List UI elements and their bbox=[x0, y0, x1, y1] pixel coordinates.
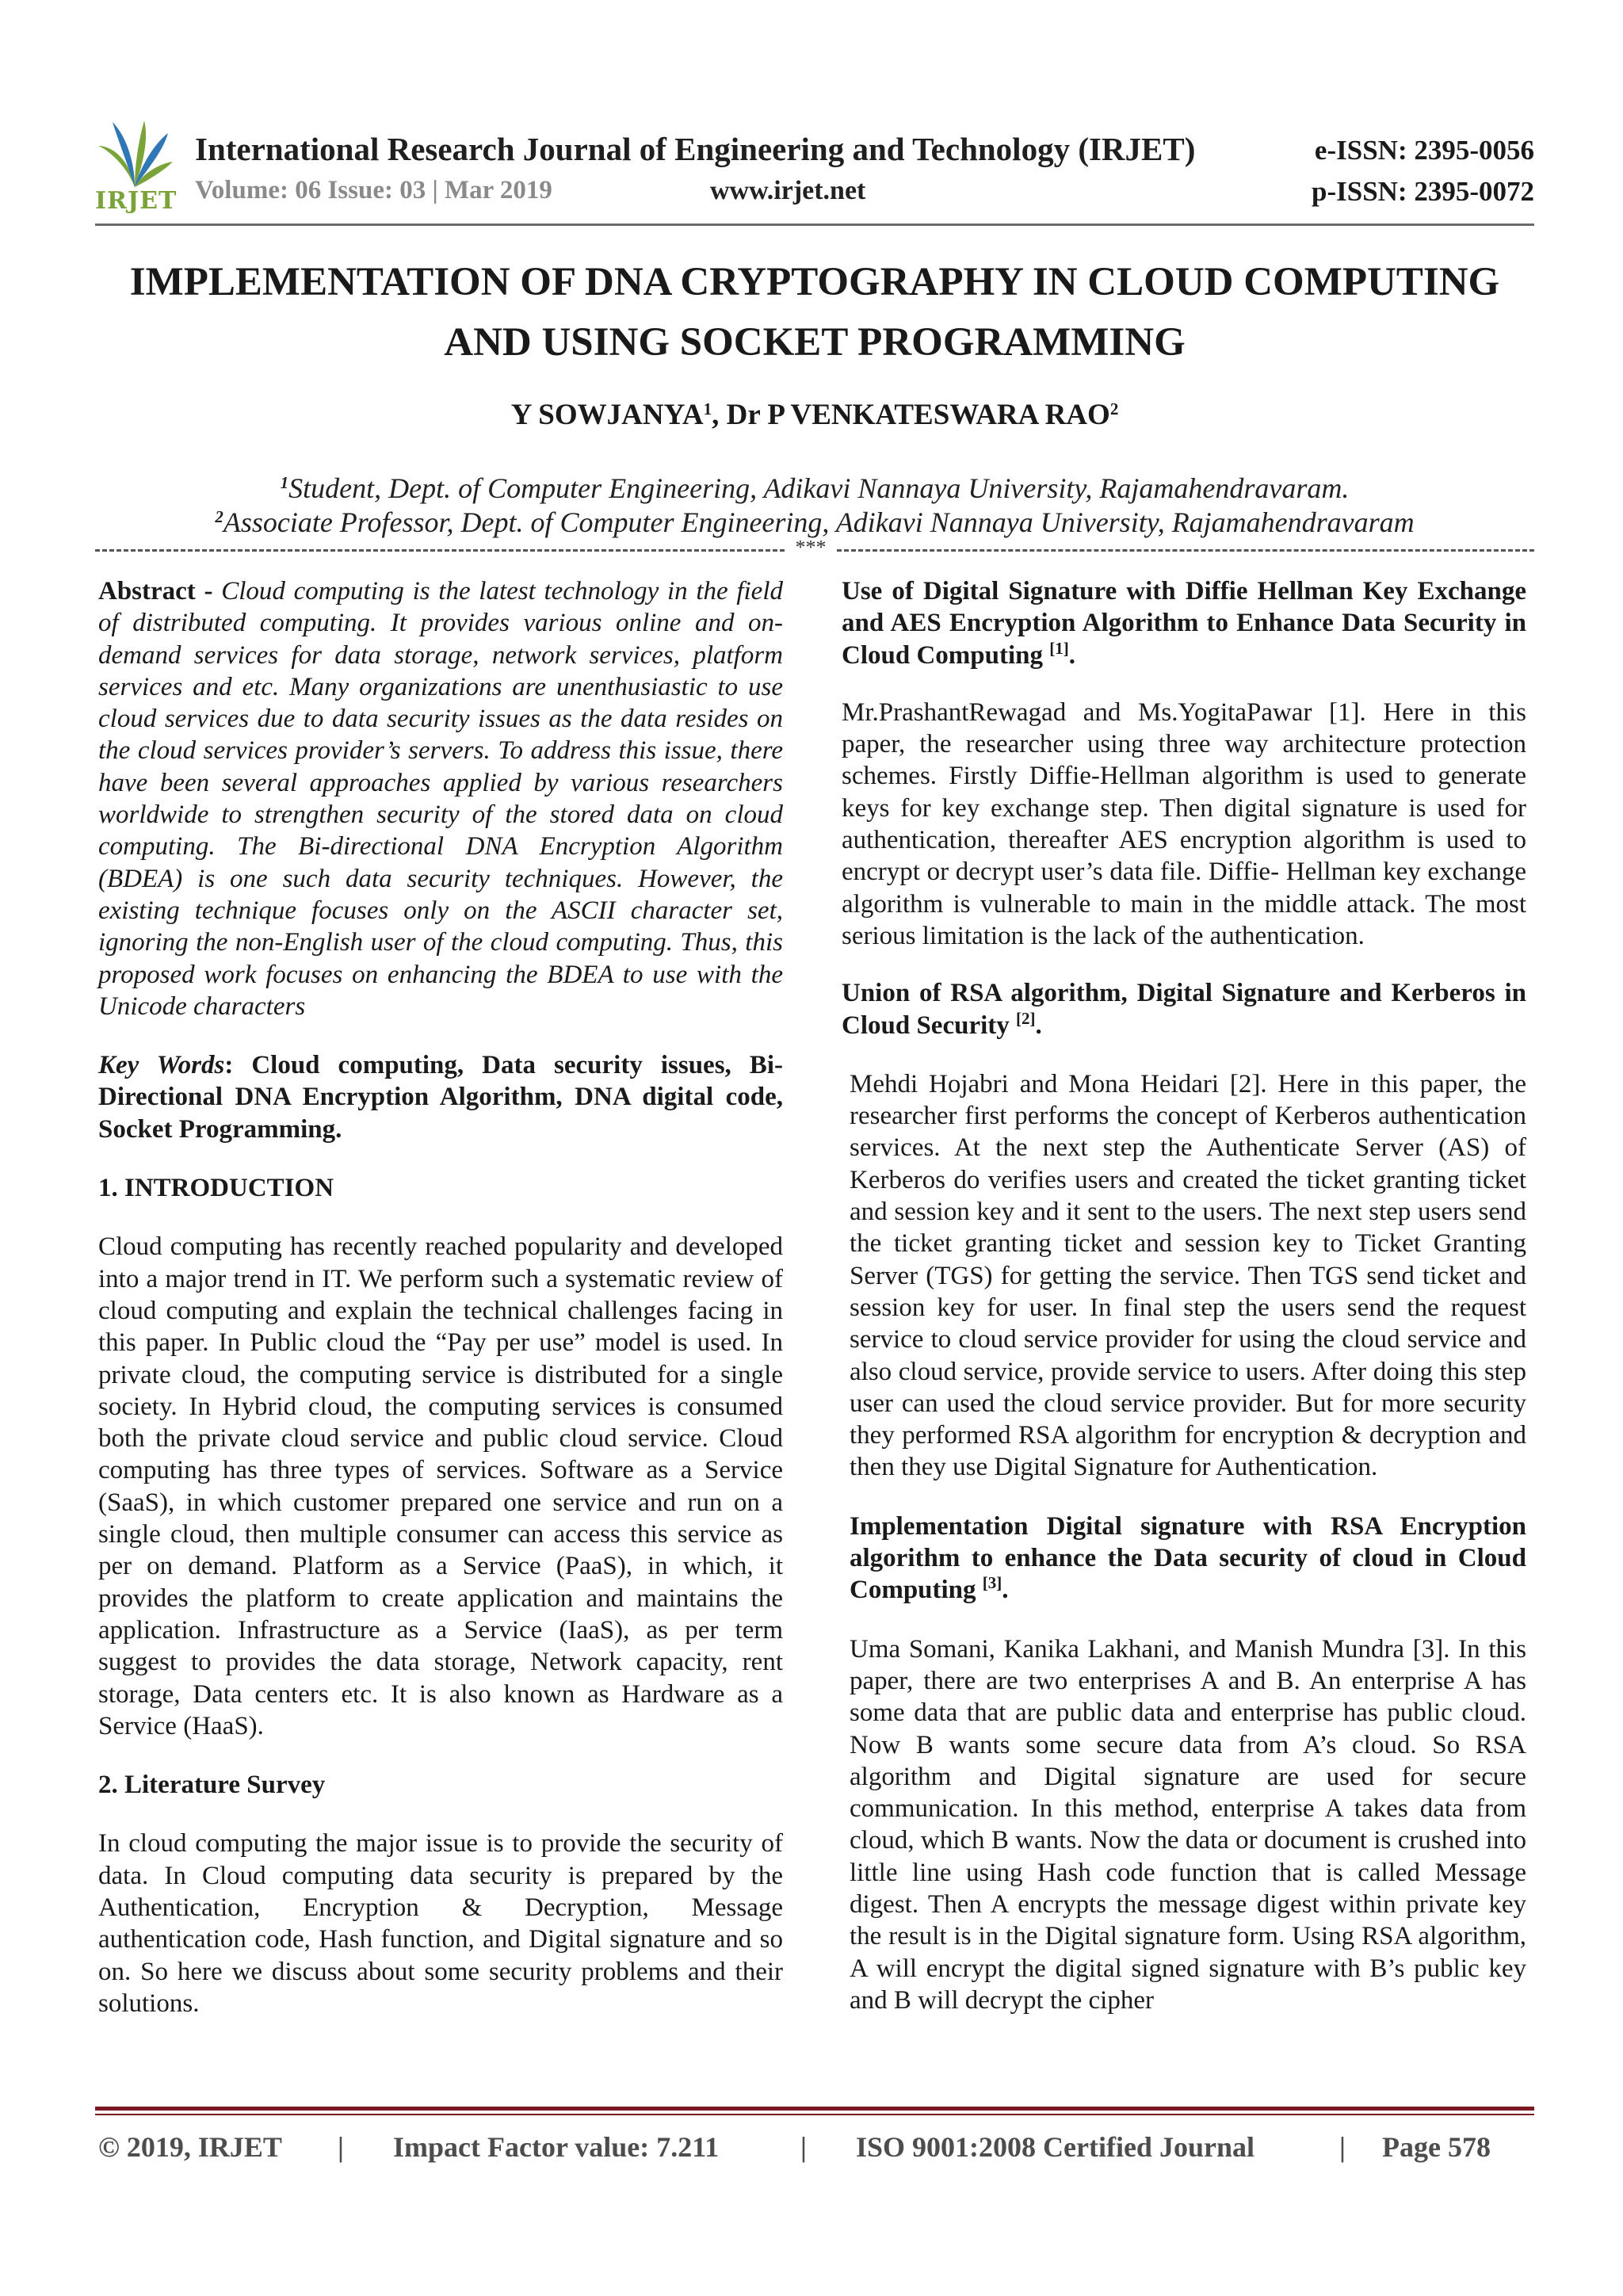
separator-dashes-right bbox=[837, 549, 1534, 552]
subsection-heading-1-end: . bbox=[1068, 640, 1075, 670]
author-list bbox=[95, 398, 1534, 432]
keywords-text: Cloud computing, Data security issues, Bi-Directional DNA Encryption Algorithm, DNA digital code, Socket Programming. bbox=[98, 1051, 783, 1144]
left-column bbox=[98, 575, 783, 2019]
abstract-label: Abstract - bbox=[98, 577, 222, 606]
irjet-logo bbox=[95, 119, 178, 215]
affiliation-2-text: Associate Professor, Dept. of Computer Engineering, Adikavi Nannaya University, Rajamahendravaram bbox=[223, 506, 1415, 538]
title-line-1: IMPLEMENTATION OF DNA CRYPTOGRAPHY IN CLOUD COMPUTING bbox=[129, 260, 1500, 304]
footer-rule-thick bbox=[95, 2107, 1534, 2111]
footer-divider-1: | bbox=[338, 2131, 344, 2163]
survey-heading: 2. Literature Survey bbox=[98, 1771, 326, 1800]
affiliation-1 bbox=[95, 472, 1534, 505]
section-separator bbox=[95, 541, 1534, 560]
abstract-text: Cloud computing is the latest technology in the field of distributed computing. It provides various online and on-demand services for data storage, network services, platform services and etc. Many organizations are unenthusiastic to use cloud services due to data security issues as the data resides on the cloud services provider’s servers. To address this issue, there have been several approaches applied by various researchers worldwide to strengthen security of the stored data on cloud computing. The Bi-directional DNA Encryption Algorithm (BDEA) is one such data security techniques. However, the existing technique focuses only on the ASCII character set, ignoring the non-English user of the cloud computing. Thus, this proposed work focuses on enhancing the BDEA to use with the Unicode characters bbox=[98, 577, 783, 1021]
subsection-heading-1 bbox=[842, 575, 1526, 671]
footer-divider-2: | bbox=[800, 2131, 807, 2163]
citation-3: [3] bbox=[982, 1573, 1002, 1593]
subsection-heading-3-end: . bbox=[1002, 1576, 1009, 1605]
intro-heading: 1. INTRODUCTION bbox=[98, 1174, 334, 1203]
subsection-paragraph-1: Mr.PrashantRewagad and Ms.YogitaPawar [1]. Here in this paper, the researcher using three way architecture protection schemes. Firstly Diffie-Hellman algorithm is used to generate keys for key exchange step. Then digital signature is used for authentication, thereafter AES encryption algorithm is used to encrypt or decrypt user’s data file. Diffie- Hellman key exchange algorithm is vulnerable to main in the middle attack. The most serious limitation is the lack of the authentication. bbox=[842, 697, 1526, 950]
affiliation-2 bbox=[95, 506, 1534, 539]
author-2-affil-mark: 2 bbox=[1109, 399, 1119, 418]
subsection-paragraph-3: Uma Somani, Kanika Lakhani, and Manish Mundra [3]. In this paper, there are two enterprises A and B. An enterprise A has some data that are public data and enterprise has public cloud. Now B wants some secure data from A’s cloud. So RSA algorithm and Digital signature are used for secure communication. In this method, enterprise A takes data from cloud, which B wants. Now the data or document is crushed into little line using Hash code function that is called Message digest. Then A encrypts the message digest within private key the result is in the Digital signature form. Using RSA algorithm, A will encrypt the digital signed signature with B’s public key and B will decrypt the cipher bbox=[850, 1634, 1526, 2015]
subsection-heading-1-text: Use of Digital Signature with Diffie Hellman Key Exchange and AES Encryption Algorithm to Enhance Data Security in Cloud Computing bbox=[842, 577, 1526, 670]
affiliation-1-text: Student, Dept. of Computer Engineering, Adikavi Nannaya University, Rajamahendravaram. bbox=[288, 472, 1350, 504]
irjet-leaf-icon bbox=[95, 119, 174, 190]
footer-page-number: Page 578 bbox=[1382, 2131, 1491, 2163]
footer-iso: ISO 9001:2008 Certified Journal bbox=[856, 2131, 1254, 2163]
journal-website-link[interactable]: www.irjet.net bbox=[710, 176, 866, 205]
abstract bbox=[98, 575, 783, 1022]
keywords-colon: : bbox=[224, 1051, 252, 1080]
title-line-2: AND USING SOCKET PROGRAMMING bbox=[444, 320, 1186, 365]
eissn: e-ISSN: 2395-0056 bbox=[1314, 135, 1534, 166]
subsection-heading-3 bbox=[842, 1511, 1526, 1606]
intro-paragraph: Cloud computing has recently reached popularity and developed into a major trend in IT. We perform such a systematic review of cloud computing and explain the technical challenges facing in this paper. In Public cloud the “Pay per use” model is used. In private cloud, the computing service is distributed for a single society. In Hybrid cloud, the computing services is consumed both the private cloud service and public cloud service. Cloud computing has three types of services. Software as a Service (SaaS), in which customer prepared one service and run on a single cloud, then multiple consumer can access this service as per on demand. Platform as a Service (PaaS), in which, it provides the platform to create application and maintains the application. Infrastructure as a Service (IaaS), as per term suggest to provides the data storage, Network capacity, rent storage, Data centers etc. It is also known as Hardware as a Service (HaaS). bbox=[98, 1232, 783, 1740]
citation-1: [1] bbox=[1049, 638, 1069, 658]
paper-title bbox=[95, 252, 1534, 372]
author-1-affil-mark: 1 bbox=[703, 399, 712, 418]
journal-header bbox=[95, 119, 1534, 230]
pissn: p-ISSN: 2395-0072 bbox=[1311, 176, 1534, 207]
footer-copyright: © 2019, IRJET bbox=[98, 2131, 282, 2163]
subsection-heading-2 bbox=[842, 977, 1526, 1041]
affiliation-1-mark: 1 bbox=[280, 473, 289, 492]
subsection-paragraph-2: Mehdi Hojabri and Mona Heidari [2]. Here in this paper, the researcher first performs the concept of Kerberos authentication services. At the next step the Authenticate Server (AS) of Kerberos do verifies users and created the ticket granting ticket and session key and it sent to the users. The next step users send the ticket granting ticket and session key to Ticket Granting Server (TGS) for getting the service. Then TGS send ticket and session key for user. In final step the users send the request service to cloud service provider for using the cloud service and also cloud service, provide service to users. After doing this step user can used the cloud service provider. But for more security they performed RSA algorithm for encryption & decryption and then they use Digital Signature for Authentication. bbox=[850, 1069, 1526, 1482]
footer-impact-factor: Impact Factor value: 7.211 bbox=[393, 2131, 720, 2163]
author-1: Y SOWJANYA bbox=[510, 399, 704, 431]
keywords-label: Key Words bbox=[98, 1051, 225, 1080]
citation-2: [2] bbox=[1016, 1008, 1036, 1028]
right-column bbox=[842, 575, 1526, 2016]
issue-info: Volume: 06 Issue: 03 | Mar 2019 bbox=[195, 176, 552, 204]
header-divider bbox=[95, 223, 1534, 226]
affiliation-2-mark: 2 bbox=[215, 507, 223, 526]
subsection-heading-3-text: Implementation Digital signature with RSA Encryption algorithm to enhance the Data security of cloud in Cloud Computing bbox=[850, 1511, 1526, 1605]
subsection-heading-2-text: Union of RSA algorithm, Digital Signature and Kerberos in Cloud Security bbox=[842, 979, 1526, 1040]
keywords bbox=[98, 1049, 783, 1145]
logo-text: IRJET bbox=[95, 187, 178, 215]
journal-name: International Research Journal of Engineering and Technology (IRJET) bbox=[195, 131, 1196, 167]
page-footer bbox=[98, 2130, 1534, 2165]
subsection-heading-2-end: . bbox=[1035, 1010, 1042, 1040]
author-2: , Dr P VENKATESWARA RAO bbox=[712, 399, 1110, 431]
footer-rule-thin bbox=[95, 2114, 1534, 2115]
separator-dashes-left bbox=[95, 549, 785, 552]
survey-paragraph: In cloud computing the major issue is to provide the security of data. In Cloud computing data security is prepared by the Authentication, Encryption & Decryption, Message authentication code, Hash function, and Digital signature and so on. So here we discuss about some security problems and their solutions. bbox=[98, 1829, 783, 2018]
footer-divider-3: | bbox=[1339, 2131, 1346, 2163]
separator-stars: *** bbox=[795, 541, 827, 559]
